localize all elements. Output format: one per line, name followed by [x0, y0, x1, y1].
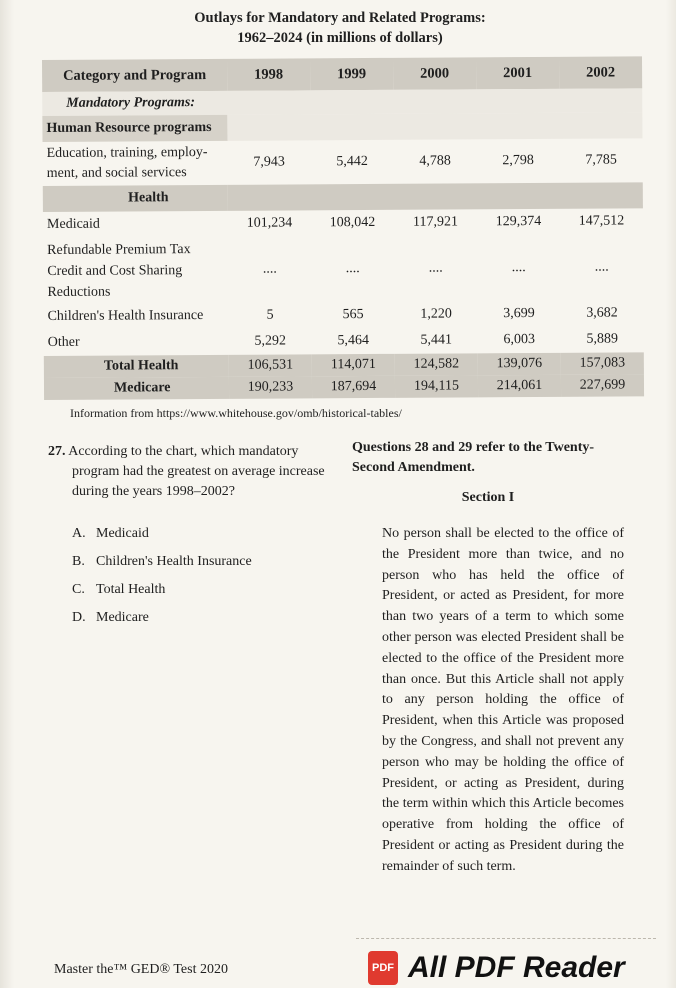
question-27-text: [48, 442, 338, 502]
table-row: [43, 138, 643, 186]
cell-value: 5,441: [420, 332, 452, 348]
header-year: 2001: [476, 57, 559, 90]
table-row: [43, 234, 643, 304]
outlays-table: [42, 56, 644, 400]
section-title: Section I: [461, 490, 515, 505]
page-right-edge: [666, 0, 676, 988]
cell-value: 565: [342, 307, 364, 323]
cell-value: 139,076: [478, 353, 561, 376]
cell-value: 106,531: [229, 354, 312, 377]
cell-value: 5,464: [337, 333, 370, 349]
cell-value: 1,220: [420, 306, 452, 322]
choice-letter: B.: [72, 554, 85, 569]
cell-value: 108,042: [329, 214, 376, 231]
cell-value: 214,061: [478, 375, 561, 398]
source-note: Information from https://www.whitehouse.gov/omb/historical-tables/: [70, 406, 402, 420]
title-line-1: Outlays for Mandatory and Related Programs:: [194, 10, 486, 26]
header-category: Category and Program: [42, 59, 227, 92]
choice-text: Medicare: [96, 610, 149, 625]
cell-value: ....: [511, 260, 526, 276]
medicare-row: [44, 374, 644, 400]
question-prompt: According to the chart, which mandatory program had the greatest on average increase during the years 1998–2002?: [68, 444, 325, 499]
cell-value: 124,582: [395, 353, 478, 376]
divider: [356, 938, 656, 939]
mandatory-label: Mandatory Programs:: [42, 88, 642, 116]
cell-value: 5,442: [336, 154, 368, 170]
health-section-row: [43, 182, 643, 212]
header-year: 1999: [310, 58, 393, 91]
cell-value: ....: [262, 261, 277, 277]
cell-value: 4,788: [419, 153, 451, 169]
table-row: [43, 208, 643, 238]
page-title: [120, 8, 560, 48]
cell-value: 227,699: [561, 374, 644, 397]
table-header-row: [42, 56, 642, 92]
choice-letter: A.: [72, 526, 86, 541]
health-label: Health: [43, 185, 228, 212]
row-label: Education, training, employ- ment, and social services: [46, 144, 208, 181]
page-footer: Master the™ GED® Test 2020: [54, 962, 228, 977]
row-label: Total Health: [44, 355, 229, 378]
cell-value: 147,512: [578, 213, 625, 229]
cell-value: 5: [266, 307, 274, 323]
answer-choice-c[interactable]: [72, 576, 338, 604]
answer-choice-d[interactable]: [72, 604, 338, 632]
row-label: Medicaid: [46, 216, 100, 232]
choice-letter: C.: [72, 582, 85, 597]
amendment-passage: [352, 438, 624, 878]
header-year: 2002: [559, 56, 642, 89]
row-label: Other: [47, 334, 80, 350]
cell-value: ....: [428, 260, 443, 276]
cell-value: 101,234: [246, 215, 293, 231]
page-binding-edge: [0, 0, 14, 988]
cell-value: 190,233: [229, 376, 312, 399]
answer-choices: [48, 520, 338, 632]
cell-value: ....: [345, 261, 360, 277]
cell-value: 157,083: [561, 352, 644, 375]
cell-value: 114,071: [312, 354, 395, 377]
cell-value: 6,003: [503, 331, 535, 348]
choice-letter: D.: [72, 610, 86, 625]
question-number: 27.: [48, 444, 66, 459]
cell-value: 194,115: [395, 375, 478, 398]
header-year: 1998: [227, 58, 310, 91]
header-year: 2000: [393, 57, 476, 90]
choice-text: Children's Health Insurance: [96, 554, 252, 569]
cell-value: ....: [594, 259, 609, 275]
app-watermark: [368, 948, 625, 988]
human-resource-label: Human Resource programs: [42, 115, 227, 142]
row-label: Medicare: [44, 377, 229, 400]
row-label: Refundable Premium Tax Credit and Cost Sharing Reductions: [47, 242, 191, 300]
cell-value: 3,682: [586, 305, 618, 321]
passage-intro: Questions 28 and 29 refer to the Twenty-Second Amendment.: [352, 440, 595, 475]
cell-value: 5,292: [254, 333, 287, 349]
choice-text: Total Health: [96, 582, 166, 597]
amendment-text: No person shall be elected to the office of the President more than twice, and no person who has held the office of President, or acted as President, for more than two years of a term to which some other person was elected President shall be elected to the office of the President more than once. But this Article shall not apply to any person holding the office of President, when this Article was proposed by the Congress, and shall not prevent any person who may be holding the office of President, or acting as President, during the term within which this Article becomes operative from holding the office of President or acting as President during the remainder of such term.: [382, 526, 624, 874]
answer-choice-b[interactable]: [72, 548, 338, 576]
cell-value: 7,785: [585, 152, 617, 168]
table-row: [43, 300, 643, 330]
cell-value: 117,921: [412, 214, 459, 230]
row-label: Children's Health Insurance: [47, 308, 204, 324]
table-row: [44, 326, 644, 356]
mandatory-section-row: [42, 88, 642, 116]
cell-value: 7,943: [253, 154, 285, 170]
cell-value: 3,699: [503, 305, 535, 322]
cell-value: 187,694: [312, 376, 395, 399]
question-27: [48, 442, 338, 632]
app-name: All PDF Reader: [408, 951, 625, 984]
cell-value: 5,889: [586, 331, 618, 347]
cell-value: 129,374: [495, 213, 542, 230]
answer-choice-a[interactable]: [72, 520, 338, 548]
cell-value: 2,798: [502, 152, 534, 169]
outlays-table-container: [42, 56, 644, 400]
pdf-logo-icon: PDF: [368, 951, 398, 985]
title-line-2: 1962–2024 (in millions of dollars): [237, 30, 443, 46]
choice-text: Medicaid: [96, 526, 149, 541]
human-resource-row: [42, 112, 642, 142]
